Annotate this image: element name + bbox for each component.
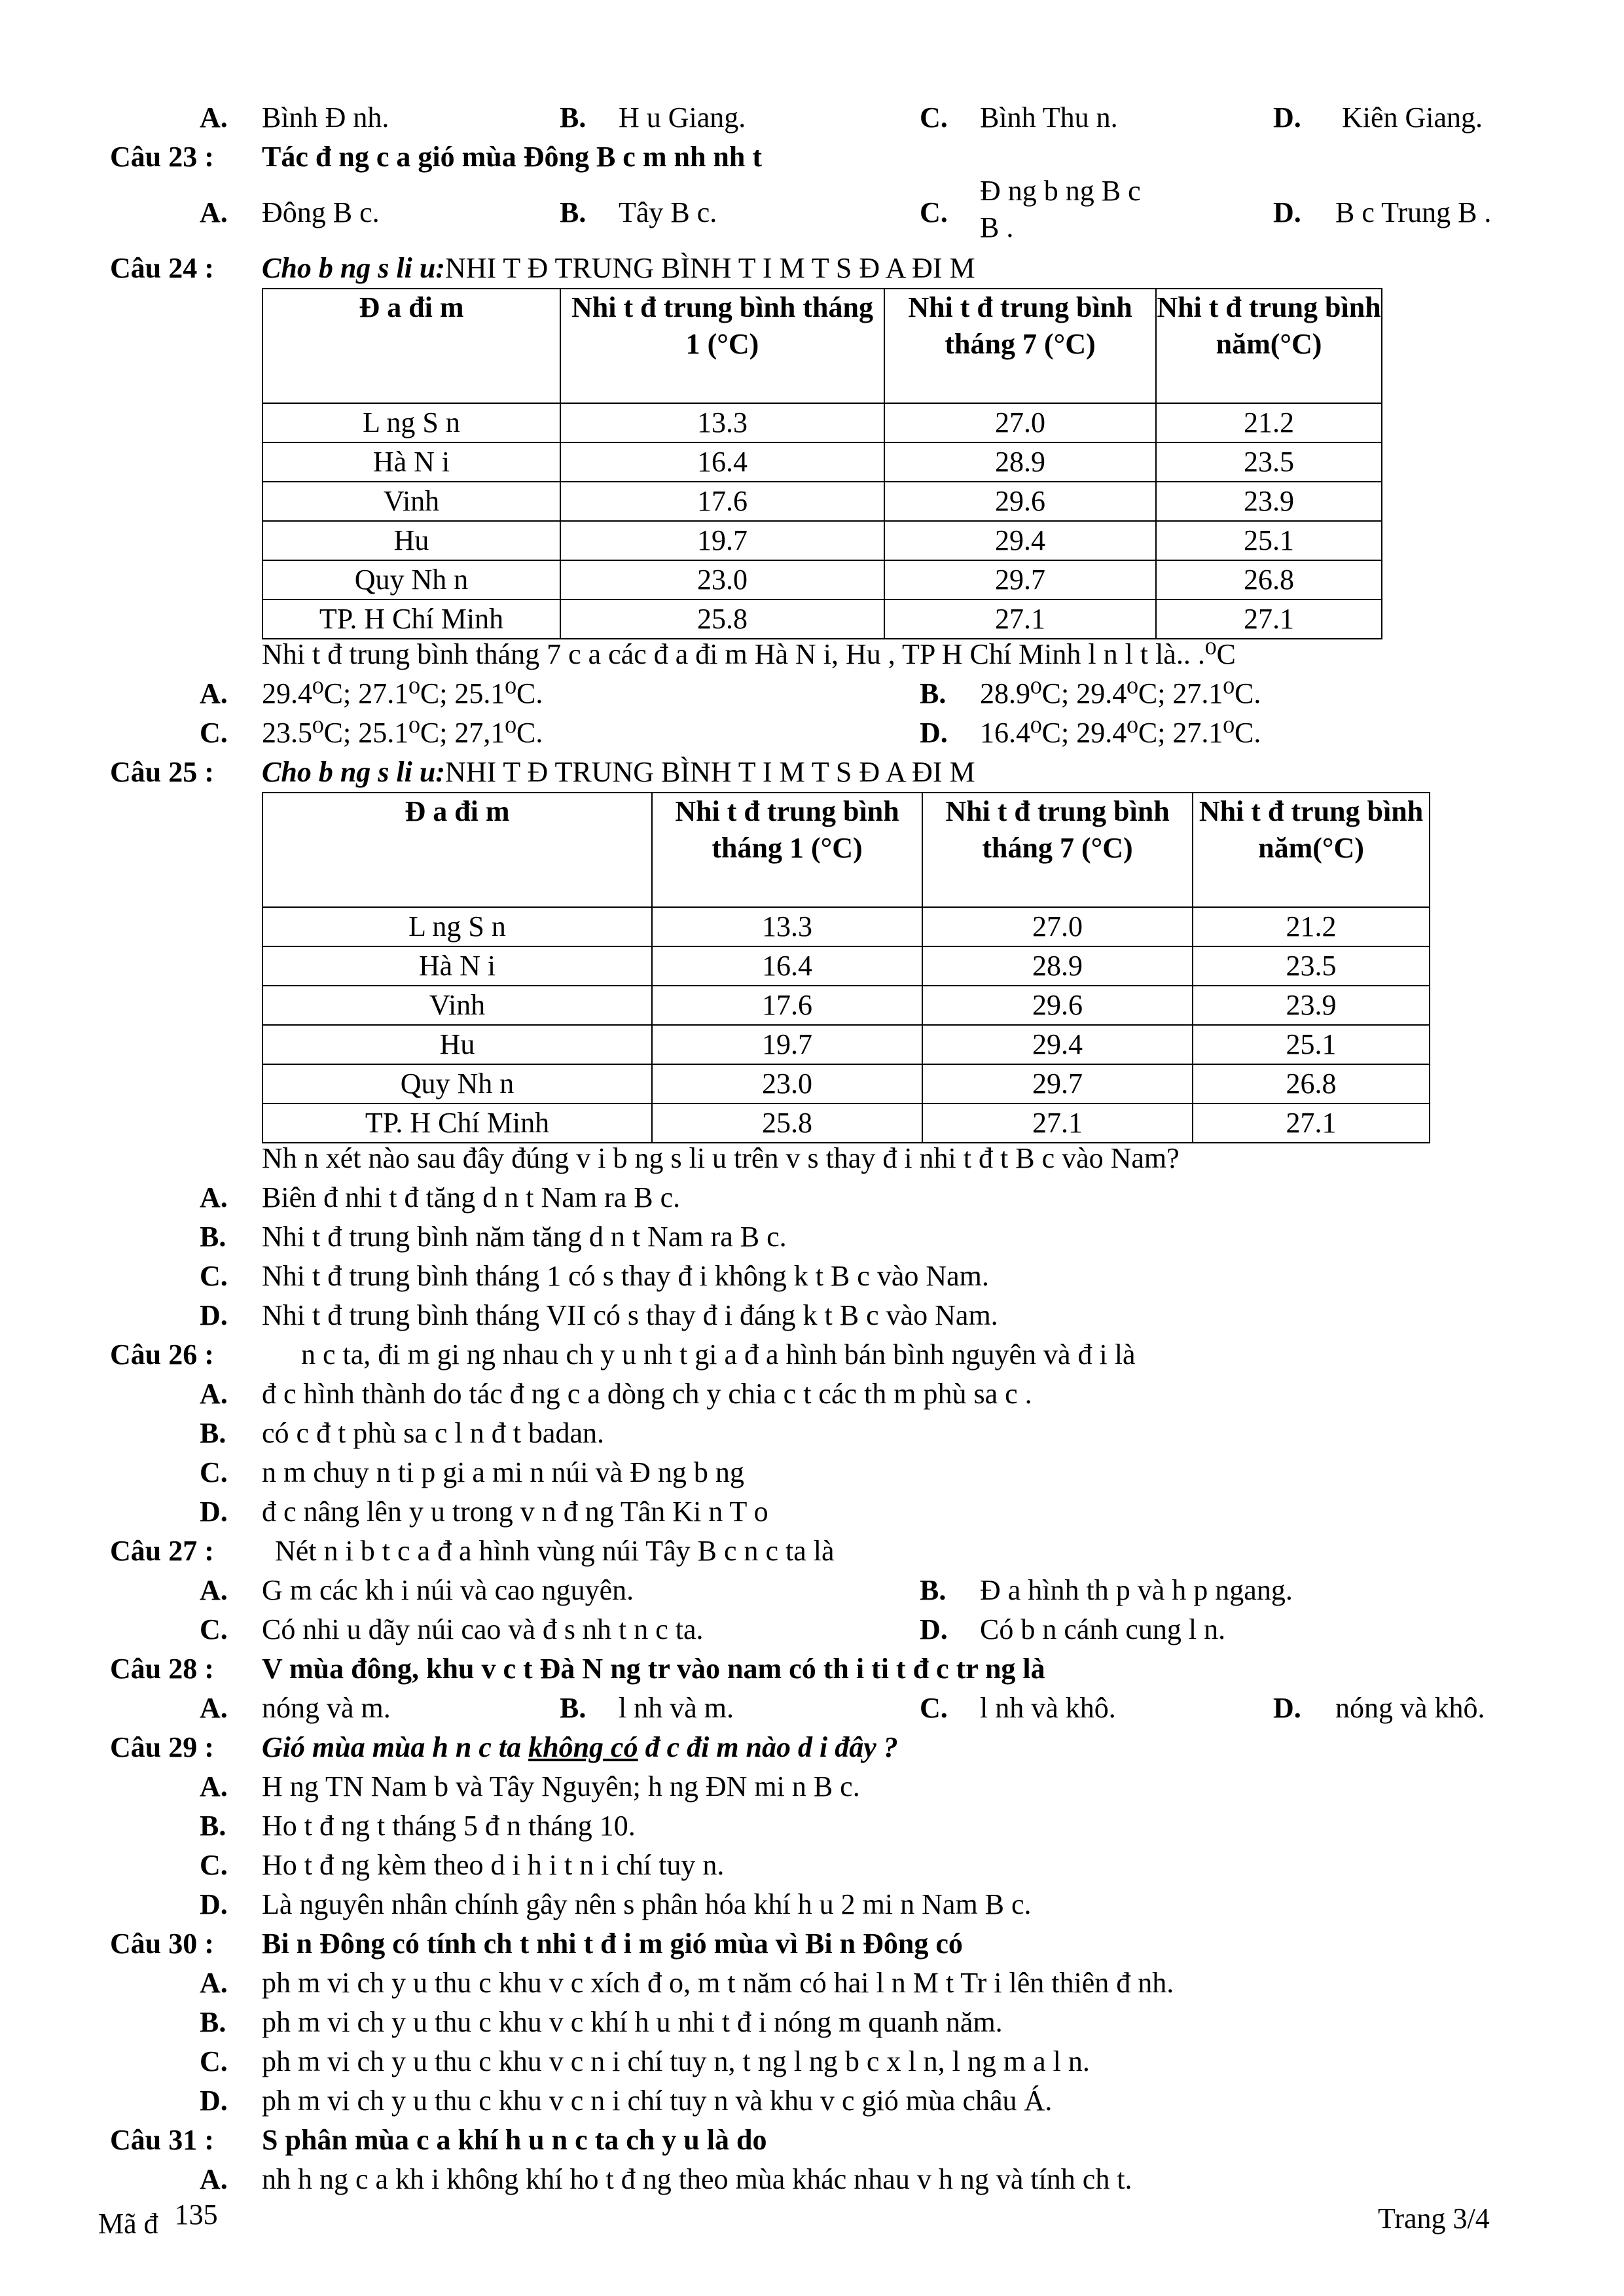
q31-number: Câu 31 : bbox=[110, 2124, 214, 2156]
q26-option-b bbox=[0, 1414, 1624, 1453]
q25-cell: Vinh bbox=[262, 986, 652, 1025]
q24-cell: 25.1 bbox=[1156, 521, 1382, 560]
q24-a-text: 29.4⁰C; 27.1⁰C; 25.1⁰C. bbox=[262, 677, 543, 709]
q22-b-label: B. bbox=[560, 101, 586, 134]
q25-table bbox=[262, 792, 1430, 1143]
q29-option-c bbox=[0, 1846, 1624, 1885]
q25-cell: 19.7 bbox=[652, 1025, 922, 1064]
q25-cell: 25.1 bbox=[1193, 1025, 1430, 1064]
q24-header-jul: Nhi t đ trung bình tháng 7 (°C) bbox=[884, 289, 1156, 403]
q26-b-text: có c đ t phù sa c l n đ t badan. bbox=[262, 1417, 604, 1449]
q23-a-text: Đông B c. bbox=[262, 196, 380, 228]
q31-stem bbox=[0, 2121, 1624, 2160]
q25-cell: 23.0 bbox=[652, 1064, 922, 1103]
q23-number: Câu 23 : bbox=[110, 141, 214, 173]
q30-prompt: Bi n Đông có tính ch t nhi t đ i m gió mùa vì Bi n Đông có bbox=[262, 1928, 963, 1960]
q22-c-label: C. bbox=[920, 101, 948, 134]
q26-a-label: A. bbox=[200, 1378, 228, 1410]
q27-a-label: A. bbox=[200, 1574, 228, 1606]
q22-a-label: A. bbox=[200, 101, 228, 134]
table-row bbox=[262, 442, 1382, 482]
q23-c-text-line1: Đ ng b ng B c bbox=[980, 175, 1141, 207]
q25-number: Câu 25 : bbox=[110, 756, 214, 788]
q22-d-label: D. bbox=[1273, 101, 1301, 134]
q22-options bbox=[0, 98, 1624, 137]
q24-cell: 27.0 bbox=[884, 403, 1156, 442]
q25-question bbox=[0, 1139, 1624, 1178]
q23-d-text: B c Trung B . bbox=[1335, 196, 1492, 228]
q26-c-text: n m chuy n ti p gi a mi n núi và Đ ng b ng bbox=[262, 1456, 744, 1488]
q30-b-label: B. bbox=[200, 2006, 226, 2038]
q24-table bbox=[262, 288, 1382, 639]
q30-option-b bbox=[0, 2003, 1624, 2042]
q29-c-text: Ho t đ ng kèm theo d i h i t n i chí tuy n. bbox=[262, 1849, 725, 1881]
q24-cell: TP. H Chí Minh bbox=[262, 600, 560, 639]
q27-d-label: D. bbox=[920, 1613, 948, 1645]
q27-number: Câu 27 : bbox=[110, 1535, 214, 1567]
q24-cell: 25.8 bbox=[560, 600, 884, 639]
q26-option-d bbox=[0, 1492, 1624, 1532]
table-row bbox=[262, 521, 1382, 560]
q24-cell: 26.8 bbox=[1156, 560, 1382, 600]
q28-a-text: nóng và m. bbox=[262, 1692, 391, 1724]
q26-prompt: n c ta, đi m gi ng nhau ch y u nh t gi a đ a hình bán bình nguyên và đ i là bbox=[301, 1338, 1136, 1371]
q24-question bbox=[0, 635, 1624, 674]
q29-c-label: C. bbox=[200, 1849, 228, 1881]
q24-cell: 29.4 bbox=[884, 521, 1156, 560]
q25-a-text: Biên đ nhi t đ tăng d n t Nam ra B c. bbox=[262, 1181, 681, 1213]
q24-header-jan: Nhi t đ trung bình tháng 1 (°C) bbox=[560, 289, 884, 403]
q26-number: Câu 26 : bbox=[110, 1338, 214, 1371]
q24-header-year: Nhi t đ trung bình năm(°C) bbox=[1156, 289, 1382, 403]
q25-header-year: Nhi t đ trung bình năm(°C) bbox=[1193, 793, 1430, 907]
q25-cell: 27.1 bbox=[922, 1103, 1193, 1143]
q27-d-text: Có b n cánh cung l n. bbox=[980, 1613, 1226, 1645]
q30-stem bbox=[0, 1924, 1624, 1964]
q28-d-text: nóng và khô. bbox=[1335, 1692, 1485, 1724]
q26-b-label: B. bbox=[200, 1417, 226, 1449]
q30-option-d bbox=[0, 2081, 1624, 2121]
q25-table-header bbox=[262, 793, 1430, 907]
q24-cell: 28.9 bbox=[884, 442, 1156, 482]
q31-a-label: A. bbox=[200, 2163, 228, 2195]
table-row bbox=[262, 986, 1430, 1025]
q29-a-text: H ng TN Nam b và Tây Nguyên; h ng ĐN mi n B c. bbox=[262, 1770, 860, 1803]
q24-cell: 21.2 bbox=[1156, 403, 1382, 442]
q23-b-text: Tây B c. bbox=[619, 196, 717, 228]
q25-cell: 23.9 bbox=[1193, 986, 1430, 1025]
q27-stem bbox=[0, 1532, 1624, 1571]
q28-a-label: A. bbox=[200, 1692, 228, 1724]
q29-prompt-after: đ c đi m nào d i đây ? bbox=[638, 1731, 898, 1763]
q24-table-header bbox=[262, 289, 1382, 403]
q24-cell: 27.1 bbox=[1156, 600, 1382, 639]
q28-stem bbox=[0, 1649, 1624, 1689]
q29-option-a bbox=[0, 1767, 1624, 1806]
q26-option-c bbox=[0, 1453, 1624, 1492]
q29-d-label: D. bbox=[200, 1888, 228, 1920]
q25-cell: 23.5 bbox=[1193, 946, 1430, 986]
q28-c-text: l nh và khô. bbox=[980, 1692, 1116, 1724]
q24-cell: 13.3 bbox=[560, 403, 884, 442]
q27-options-ab bbox=[0, 1571, 1624, 1610]
q24-cell: Hà N i bbox=[262, 442, 560, 482]
q29-prompt-before: Gió mùa mùa h n c ta bbox=[262, 1731, 529, 1763]
q28-d-label: D. bbox=[1273, 1692, 1301, 1724]
exam-code bbox=[98, 2198, 218, 2244]
q30-d-label: D. bbox=[200, 2085, 228, 2117]
q25-cell: 25.8 bbox=[652, 1103, 922, 1143]
q25-cell: 17.6 bbox=[652, 986, 922, 1025]
q24-cell: 23.9 bbox=[1156, 482, 1382, 521]
q28-c-label: C. bbox=[920, 1692, 948, 1724]
q23-b-label: B. bbox=[560, 196, 586, 228]
q25-cell: 21.2 bbox=[1193, 907, 1430, 946]
q29-d-text: Là nguyên nhân chính gây nên s phân hóa khí h u 2 mi n Nam B c. bbox=[262, 1888, 1032, 1920]
q27-options-cd bbox=[0, 1610, 1624, 1649]
q25-c-text: Nhi t đ trung bình tháng 1 có s thay đ i không k t B c vào Nam. bbox=[262, 1260, 989, 1292]
q30-c-label: C. bbox=[200, 2045, 228, 2077]
q23-c-label: C. bbox=[920, 196, 948, 228]
q29-prompt-underlined: không có bbox=[528, 1731, 638, 1763]
table-row bbox=[262, 1064, 1430, 1103]
q24-header-location: Đ a đi m bbox=[262, 289, 560, 403]
q26-d-text: đ c nâng lên y u trong v n đ ng Tân Ki n T o bbox=[262, 1496, 768, 1528]
q30-c-text: ph m vi ch y u thu c khu v c n i chí tuy n, t ng l ng b c x l n, l ng m a l n. bbox=[262, 2045, 1090, 2077]
q30-option-c bbox=[0, 2042, 1624, 2081]
q24-cell: Hu bbox=[262, 521, 560, 560]
q29-option-d bbox=[0, 1885, 1624, 1924]
q27-b-text: Đ a hình th p và h p ngang. bbox=[980, 1574, 1293, 1606]
q30-d-text: ph m vi ch y u thu c khu v c n i chí tuy n và khu v c gió mùa châu Á. bbox=[262, 2085, 1053, 2117]
q24-caption-italic: Cho b ng s li u: bbox=[262, 252, 445, 284]
q24-cell: 29.7 bbox=[884, 560, 1156, 600]
q25-cell: 29.6 bbox=[922, 986, 1193, 1025]
q23-stem bbox=[0, 137, 1624, 177]
table-row bbox=[262, 1025, 1430, 1064]
q28-prompt: V mùa đông, khu v c t Đà N ng tr vào nam có th i ti t đ c tr ng là bbox=[262, 1653, 1045, 1685]
q25-d-label: D. bbox=[200, 1299, 228, 1331]
q24-b-label: B. bbox=[920, 677, 947, 709]
q28-number: Câu 28 : bbox=[110, 1653, 214, 1685]
q22-c-text: Bình Thu n. bbox=[980, 101, 1118, 134]
q25-option-b bbox=[0, 1217, 1624, 1257]
q27-c-text: Có nhi u dãy núi cao và đ s nh t n c ta. bbox=[262, 1613, 704, 1645]
q25-cell: 29.7 bbox=[922, 1064, 1193, 1103]
q25-cell: Quy Nh n bbox=[262, 1064, 652, 1103]
q24-cell: Quy Nh n bbox=[262, 560, 560, 600]
q29-option-b bbox=[0, 1806, 1624, 1846]
table-row bbox=[262, 560, 1382, 600]
q25-cell: TP. H Chí Minh bbox=[262, 1103, 652, 1143]
q25-question-text: Nh n xét nào sau đây đúng v i b ng s li u trên v s thay đ i nhi t đ t B c vào Nam? bbox=[262, 1142, 1180, 1174]
table-row bbox=[262, 1103, 1430, 1143]
q25-a-label: A. bbox=[200, 1181, 228, 1213]
q24-c-label: C. bbox=[200, 717, 228, 749]
q25-caption-italic: Cho b ng s li u: bbox=[262, 756, 445, 788]
exam-code-value: 135 bbox=[174, 2198, 218, 2231]
q29-b-label: B. bbox=[200, 1810, 226, 1842]
q30-number: Câu 30 : bbox=[110, 1928, 214, 1960]
page-number: Trang 3/4 bbox=[1378, 2202, 1490, 2234]
q25-option-a bbox=[0, 1178, 1624, 1217]
table-row bbox=[262, 482, 1382, 521]
q25-b-label: B. bbox=[200, 1221, 226, 1253]
q30-a-text: ph m vi ch y u thu c khu v c xích đ o, m t năm có hai l n M t Tr i lên thiên đ nh. bbox=[262, 1967, 1174, 1999]
q25-cell: 27.1 bbox=[1193, 1103, 1430, 1143]
q24-cell: 17.6 bbox=[560, 482, 884, 521]
q25-d-text: Nhi t đ trung bình tháng VII có s thay đ i đáng k t B c vào Nam. bbox=[262, 1299, 998, 1331]
q24-caption bbox=[262, 249, 975, 288]
q23-a-label: A. bbox=[200, 196, 228, 228]
q27-a-text: G m các kh i núi và cao nguyên. bbox=[262, 1574, 634, 1606]
q24-number: Câu 24 : bbox=[110, 252, 214, 284]
q24-d-text: 16.4⁰C; 29.4⁰C; 27.1⁰C. bbox=[980, 717, 1261, 749]
q22-d-text: Kiên Giang. bbox=[1342, 101, 1483, 134]
table-row bbox=[262, 946, 1430, 986]
q29-b-text: Ho t đ ng t tháng 5 đ n tháng 10. bbox=[262, 1810, 636, 1842]
q25-cell: 13.3 bbox=[652, 907, 922, 946]
q25-cell: Hà N i bbox=[262, 946, 652, 986]
q26-option-a bbox=[0, 1374, 1624, 1414]
q22-a-text: Bình Đ nh. bbox=[262, 101, 389, 134]
q23-options bbox=[0, 175, 1624, 243]
q27-b-label: B. bbox=[920, 1574, 947, 1606]
q25-stem bbox=[0, 753, 1624, 792]
q25-header-location: Đ a đi m bbox=[262, 793, 652, 907]
q24-cell: 23.0 bbox=[560, 560, 884, 600]
q25-caption bbox=[262, 753, 975, 792]
q26-stem bbox=[0, 1335, 1624, 1374]
q24-cell: L ng S n bbox=[262, 403, 560, 442]
table-row bbox=[262, 403, 1382, 442]
q31-prompt: S phân mùa c a khí h u n c ta ch y u là do bbox=[262, 2124, 767, 2156]
q28-b-label: B. bbox=[560, 1692, 586, 1724]
q24-options-cd bbox=[0, 713, 1624, 753]
q23-d-label: D. bbox=[1273, 196, 1301, 228]
q29-prompt bbox=[262, 1728, 898, 1767]
q23-c-text-line2: B . bbox=[980, 211, 1014, 243]
q28-b-text: l nh và m. bbox=[619, 1692, 734, 1724]
q25-option-c bbox=[0, 1257, 1624, 1296]
q24-b-text: 28.9⁰C; 29.4⁰C; 27.1⁰C. bbox=[980, 677, 1261, 709]
q26-c-label: C. bbox=[200, 1456, 228, 1488]
q25-cell: 27.0 bbox=[922, 907, 1193, 946]
q31-a-text: nh h ng c a kh i không khí ho t đ ng theo mùa khác nhau v h ng và tính ch t. bbox=[262, 2163, 1132, 2195]
q25-header-jan: Nhi t đ trung bình tháng 1 (°C) bbox=[652, 793, 922, 907]
q23-prompt: Tác đ ng c a gió mùa Đông B c m nh nh t bbox=[262, 141, 763, 173]
q31-option-a bbox=[0, 2160, 1624, 2199]
q25-cell: 26.8 bbox=[1193, 1064, 1430, 1103]
q25-cell: 28.9 bbox=[922, 946, 1193, 986]
q30-option-a bbox=[0, 1964, 1624, 2003]
q25-header-jul: Nhi t đ trung bình tháng 7 (°C) bbox=[922, 793, 1193, 907]
q25-caption-title: NHI T Đ TRUNG BÌNH T I M T S Đ A ĐI M bbox=[444, 756, 975, 788]
table-row bbox=[262, 600, 1382, 639]
q24-cell: 29.6 bbox=[884, 482, 1156, 521]
q24-cell: 16.4 bbox=[560, 442, 884, 482]
q25-cell: Hu bbox=[262, 1025, 652, 1064]
q24-cell: 27.1 bbox=[884, 600, 1156, 639]
q25-c-label: C. bbox=[200, 1260, 228, 1292]
q27-prompt: Nét n i b t c a đ a hình vùng núi Tây B c n c ta là bbox=[275, 1535, 835, 1567]
q24-cell: Vinh bbox=[262, 482, 560, 521]
exam-code-label: Mã đ bbox=[98, 2208, 158, 2240]
q26-a-text: đ c hình thành do tác đ ng c a dòng ch y chia c t các th m phù sa c . bbox=[262, 1378, 1032, 1410]
q24-c-text: 23.5⁰C; 25.1⁰C; 27,1⁰C. bbox=[262, 717, 543, 749]
q24-question-text: Nhi t đ trung bình tháng 7 c a các đ a đi m Hà N i, Hu , TP H Chí Minh l n l t là.. .⁰C bbox=[262, 638, 1236, 670]
q29-number: Câu 29 : bbox=[110, 1731, 214, 1763]
q24-caption-title: NHI T Đ TRUNG BÌNH T I M T S Đ A ĐI M bbox=[444, 252, 975, 284]
q28-options bbox=[0, 1689, 1624, 1728]
q25-b-text: Nhi t đ trung bình năm tăng d n t Nam ra B c. bbox=[262, 1221, 787, 1253]
q25-option-d bbox=[0, 1296, 1624, 1335]
q27-c-label: C. bbox=[200, 1613, 228, 1645]
q24-options-ab bbox=[0, 674, 1624, 713]
table-row bbox=[262, 907, 1430, 946]
q25-cell: L ng S n bbox=[262, 907, 652, 946]
q30-a-label: A. bbox=[200, 1967, 228, 1999]
q24-cell: 19.7 bbox=[560, 521, 884, 560]
q29-a-label: A. bbox=[200, 1770, 228, 1803]
q26-d-label: D. bbox=[200, 1496, 228, 1528]
q24-a-label: A. bbox=[200, 677, 228, 709]
q30-b-text: ph m vi ch y u thu c khu v c khí h u nhi t đ i nóng m quanh năm. bbox=[262, 2006, 1003, 2038]
q25-cell: 29.4 bbox=[922, 1025, 1193, 1064]
q24-d-label: D. bbox=[920, 717, 948, 749]
q24-stem bbox=[0, 249, 1624, 288]
q22-b-text: H u Giang. bbox=[619, 101, 746, 134]
q25-cell: 16.4 bbox=[652, 946, 922, 986]
q29-stem bbox=[0, 1728, 1624, 1767]
q24-cell: 23.5 bbox=[1156, 442, 1382, 482]
